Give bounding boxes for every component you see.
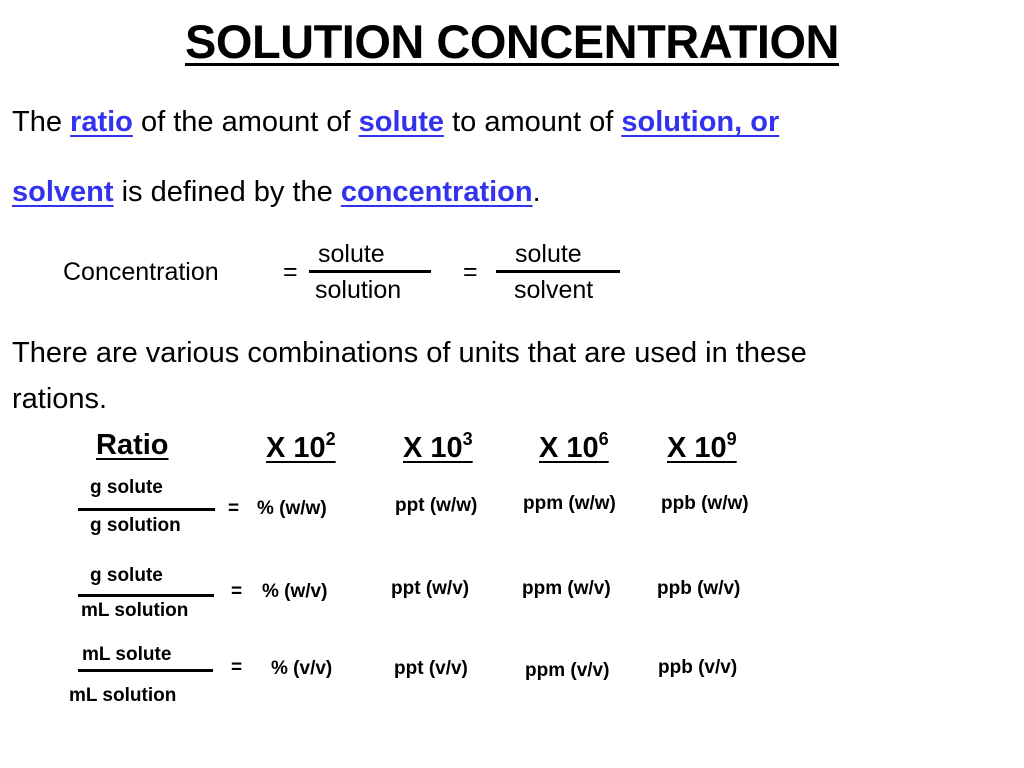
row-2-ppm: ppm (w/v) [522, 578, 611, 599]
header-x10-6 [539, 429, 609, 465]
fraction-bar [78, 594, 214, 597]
formula-numerator-2: solute [515, 240, 582, 268]
intro-period: . [532, 176, 541, 208]
header-exponent: 6 [598, 429, 609, 449]
fraction-bar [78, 508, 215, 511]
row-2-equals: = [231, 581, 243, 602]
header-exponent: 9 [726, 429, 737, 449]
keyword-ratio: ratio [70, 106, 133, 138]
row-1-ppb: ppb (w/w) [661, 493, 749, 514]
formula-numerator-1: solute [318, 240, 385, 268]
formula-equals-2: = [463, 258, 478, 286]
intro-line-1 [12, 106, 779, 139]
header-x10-2 [266, 429, 336, 465]
header-base: X 10 [266, 432, 326, 464]
intro-text: The [12, 106, 62, 138]
row-2-percent: % (w/v) [262, 581, 328, 602]
keyword-concentration: concentration [340, 176, 533, 208]
row-1-equals: = [228, 498, 240, 519]
units-line-1: There are various combinations of units that are used in these [12, 337, 807, 369]
row-1-ppm: ppm (w/w) [523, 493, 616, 514]
header-x10-3 [403, 429, 473, 465]
row-3-ppb: ppb (v/v) [658, 657, 738, 678]
fraction-bar [496, 270, 620, 273]
intro-text: to amount of [452, 106, 614, 138]
header-base: X 10 [403, 432, 463, 464]
page-title-text: SOLUTION CONCENTRATION [185, 15, 839, 68]
formula-denominator-2: solvent [514, 276, 594, 304]
row-3-ppm: ppm (v/v) [525, 660, 610, 681]
keyword-solute: solute [358, 106, 445, 138]
intro-text: of the amount of [140, 106, 351, 138]
header-exponent: 2 [325, 429, 336, 449]
header-x10-9 [667, 429, 737, 465]
row-1-numerator: g solute [90, 477, 163, 498]
header-ratio: Ratio [96, 429, 169, 461]
row-2-ppb: ppb (w/v) [657, 578, 741, 599]
intro-line-2 [12, 176, 541, 209]
row-2-ppt: ppt (w/v) [391, 578, 470, 599]
header-base: X 10 [539, 432, 599, 464]
formula-equals-1: = [283, 258, 298, 286]
row-1-percent: % (w/w) [257, 498, 327, 519]
keyword-solution-or: solution, or [621, 106, 780, 138]
units-line-2: rations. [12, 383, 108, 415]
intro-text: is defined by the [121, 176, 333, 208]
row-2-numerator: g solute [90, 565, 163, 586]
row-3-denominator: mL solution [69, 685, 177, 706]
fraction-bar [309, 270, 431, 273]
row-2-denominator: mL solution [81, 600, 189, 621]
keyword-solvent: solvent [12, 176, 114, 208]
row-3-percent: % (v/v) [271, 658, 333, 679]
formula-denominator-1: solution [315, 276, 402, 304]
row-3-numerator: mL solute [82, 644, 172, 665]
fraction-bar [78, 669, 213, 672]
row-3-equals: = [231, 657, 243, 678]
row-3-ppt: ppt (v/v) [394, 658, 468, 679]
page-title [0, 14, 1024, 69]
formula-label: Concentration [63, 258, 219, 286]
header-exponent: 3 [462, 429, 473, 449]
row-1-denominator: g solution [90, 515, 181, 536]
row-1-ppt: ppt (w/w) [395, 495, 478, 516]
header-base: X 10 [667, 432, 727, 464]
